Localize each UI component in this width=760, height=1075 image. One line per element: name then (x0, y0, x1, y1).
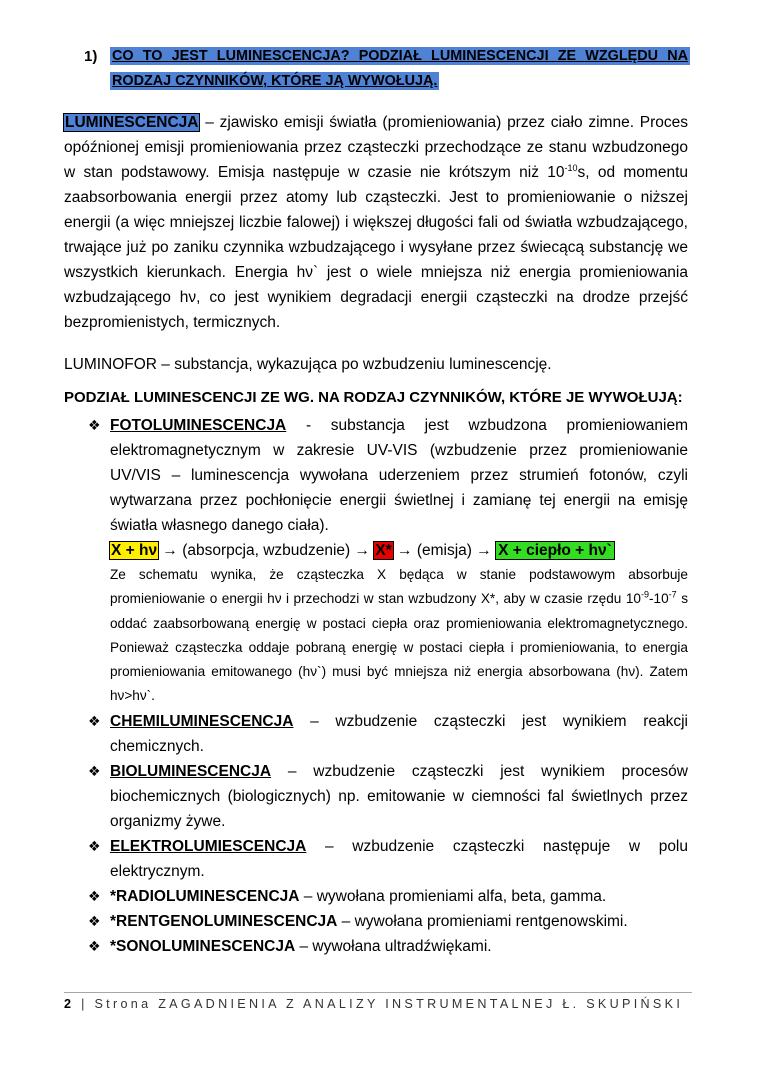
list-item-text: – wywołana ultradźwiękami. (295, 937, 492, 955)
reaction-scheme (110, 538, 688, 563)
section-heading: PODZIAŁ LUMINESCENCJI ZE WG. NA RODZAJ CZYNNIKÓW, KTÓRE JE WYWOŁUJĄ: (64, 389, 683, 406)
list-item-title: *RENTGENOLUMINESCENCJA (110, 912, 338, 930)
footer-separator: | (74, 997, 95, 1011)
arrow-icon: → (397, 542, 413, 559)
luminescence-types-list (88, 413, 688, 959)
arrow-icon: → (476, 542, 492, 559)
diamond-bullet-icon: ❖ (88, 762, 101, 779)
scheme-excited-state: X* (375, 542, 392, 559)
list-item-text: – wzbudzenie cząsteczki jest wynikiem reakcji chemicznych. (110, 712, 688, 755)
question-number: 1) (84, 48, 98, 65)
list-item-body (110, 884, 688, 909)
question-text: CO TO JEST LUMINESCENCJA? PODZIAŁ LUMINESCENCJI ZE WZGLĘDU NA RODZAJ CZYNNIKÓW, KTÓRE JĄ WYWOŁUJĄ. (112, 48, 688, 89)
definition-exponent: -10 (564, 162, 578, 173)
explanation-text-2: s oddać zaabsorbowaną energię w postaci ciepła oraz promieniowania elektromagnetycznego. Ponieważ cząsteczka oddaje pobraną energię w postaci ciepła i promieniowania, to energia promieniowania emitowanego (hν`) musi być mniejsza niż energia absorbowana (hν). Zatem hν>hν`. (110, 591, 688, 704)
list-item-body (110, 934, 688, 959)
question-text-container (110, 44, 690, 94)
list-item-foto (88, 413, 688, 709)
list-item-text: – wywołana promieniami rentgenowskimi. (337, 912, 628, 930)
scheme-explanation (110, 563, 688, 709)
list-item-title: FOTOLUMINESCENCJA (110, 417, 287, 434)
explanation-exponent-1: -9 (640, 589, 649, 600)
definition-text-1: – zjawisko emisji światła (promieniowania) przez ciało zimne. Proces opóźnionej emisji promieniowania przez cząsteczki przechodzące ze stanu wzbudzonego w stan podstawowy. Emisja następuje w czasie nie krótszym niż 10 (64, 114, 688, 181)
question-heading (84, 44, 690, 94)
list-item-text: – wzbudzenie cząsteczki jest wynikiem procesów biochemicznych (biologicznych) np. emitowanie w ciemności fal świetlnych przez organizmy żywe. (110, 762, 688, 830)
page-number: 2 (64, 997, 75, 1011)
list-item-body (110, 909, 688, 934)
list-item-body (110, 834, 688, 884)
list-item (88, 834, 688, 884)
diamond-bullet-icon: ❖ (88, 912, 101, 929)
scheme-step-emission: (emisja) (412, 542, 477, 559)
scheme-step-absorption: (absorpcja, wzbudzenie) (177, 542, 355, 559)
list-item (88, 934, 688, 959)
diamond-bullet-icon: ❖ (88, 937, 101, 954)
list-item-title: BIOLUMINESCENCJA (110, 762, 272, 780)
list-item-body (110, 759, 688, 834)
definition-term: LUMINESCENCJA (65, 114, 199, 131)
arrow-icon: → (354, 542, 371, 559)
list-item-text: - substancja jest wzbudzona promieniowaniem elektromagnetycznym w zakresie UV-VIS (wzbudzenie przez promieniowanie UV/VIS – luminescencja wywołana uderzeniem przez strumień fotonów, czyli wytwarzana przez pochłonięcie energii świetlnej i zamianę tej energii na emisję światła własnego danego ciała). (110, 417, 688, 534)
list-item-body (110, 413, 688, 709)
list-item (88, 759, 688, 834)
list-item-title: *RADIOLUMINESCENCJA (110, 887, 300, 905)
diamond-bullet-icon: ❖ (88, 837, 101, 854)
diamond-bullet-icon: ❖ (88, 417, 101, 433)
list-item-text: – wzbudzenie cząsteczki następuje w polu elektrycznym. (110, 837, 688, 880)
diamond-bullet-icon: ❖ (88, 887, 101, 904)
page-footer (64, 997, 683, 1011)
definition-text-2: s, od momentu zaabsorbowania energii przez atomy lub cząsteczki. Jest to promieniowanie o niższej energii (a więc mniejszej liczbie falowej) i większej długości fali od światła wzbudzającego, trwające już po zaniku czynnika wzbudzającego i wysyłane przez świecącą substancję we wszystkich kierunkach. Energia hν` jest o wiele mniejsza niż energia promieniowania wzbudzającego hν, co jest wynikiem degradacji energii cząsteczki na drodze przejść bezpromienistych, termicznych. (64, 164, 688, 331)
list-item (88, 709, 688, 759)
list-item-body (110, 709, 688, 759)
footer-divider (64, 992, 692, 993)
explanation-text-1: Ze schematu wynika, że cząsteczka X będąca w stanie podstawowym absorbuje promieniowanie o energii hν i przechodzi w stan wzbudzony X*, aby w czasie rzędu 10 (110, 567, 688, 607)
diamond-bullet-icon: ❖ (88, 712, 101, 729)
list-item-title: ELEKTROLUMIESCENCJA (110, 837, 307, 855)
luminofor-paragraph: LUMINOFOR – substancja, wykazująca po wzbudzeniu luminescencję. (64, 356, 552, 373)
explanation-exponent-2: -7 (668, 589, 677, 600)
list-item-title: *SONOLUMINESCENCJA (110, 937, 296, 955)
list-item (88, 909, 688, 934)
list-item-title: CHEMILUMINESCENCJA (110, 712, 294, 730)
scheme-end: X + ciepło + hν` (498, 542, 612, 559)
arrow-icon: → (162, 542, 178, 559)
explanation-dash: -10 (649, 591, 669, 607)
definition-paragraph (64, 110, 688, 335)
list-item-text: – wywołana promieniami alfa, beta, gamma. (299, 887, 607, 905)
scheme-start: X + hν (111, 542, 158, 559)
footer-text: Strona ZAGADNIENIA Z ANALIZY INSTRUMENTALNEJ Ł. SKUPIŃSKI (94, 997, 684, 1011)
list-item (88, 884, 688, 909)
